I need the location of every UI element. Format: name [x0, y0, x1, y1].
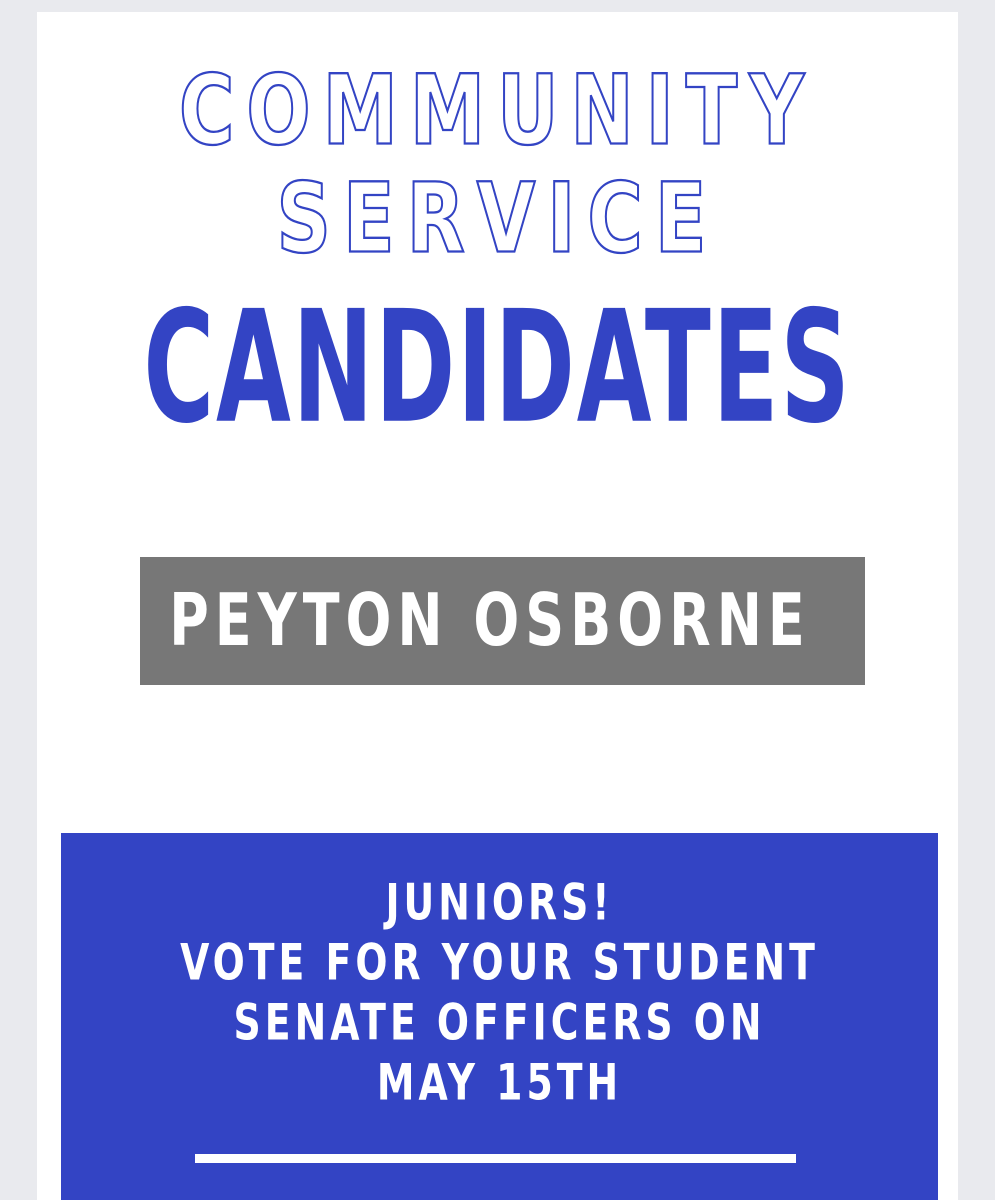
- candidate-name-band: [140, 557, 865, 685]
- vote-line-juniors: JUNIORS!: [385, 873, 614, 932]
- vote-line-date: MAY 15TH: [376, 1053, 623, 1112]
- title-community: COMMUNITY: [178, 53, 817, 167]
- vote-reminder-text: [61, 873, 938, 1113]
- decorative-underline: [195, 1154, 796, 1163]
- vote-line-senate-officers: SENATE OFFICERS ON: [233, 993, 766, 1052]
- poster-page: [37, 12, 958, 1200]
- vote-reminder-panel: [61, 833, 938, 1200]
- title-service: SERVICE: [276, 161, 719, 275]
- heading-candidates: CANDIDATES: [143, 277, 852, 458]
- candidate-name: PEYTON OSBORNE: [169, 579, 811, 663]
- vote-line-vote-for: VOTE FOR YOUR STUDENT: [180, 933, 819, 992]
